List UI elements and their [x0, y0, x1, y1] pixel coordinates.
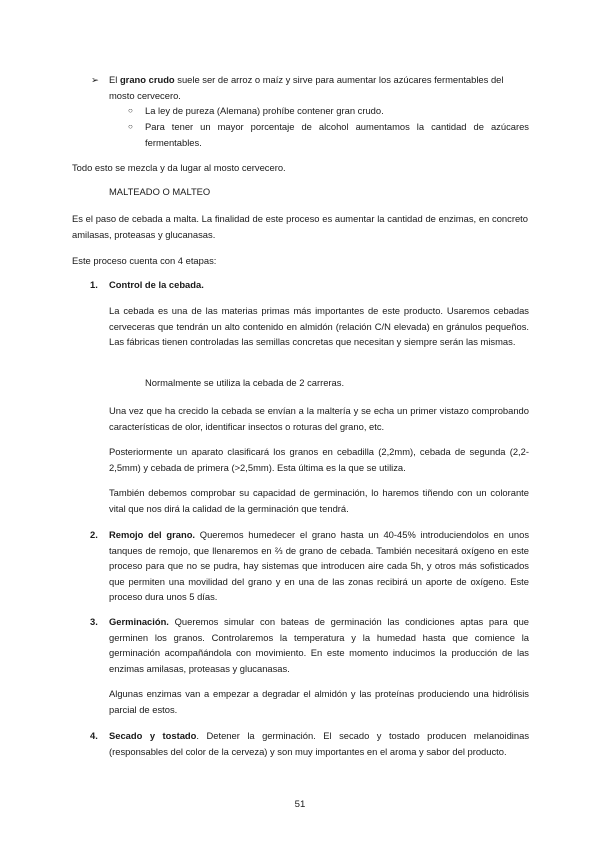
step-1-p5-text: También debemos comprobar su capacidad de germinación, lo haremos tiñendo con un colorante vital que nos dirá la calidad de la germinación que tendrá. [109, 487, 529, 514]
step-3-paragraph-2 [109, 686, 529, 717]
step-2-paragraph [109, 527, 529, 605]
circle-bullet-icon: ○ [128, 106, 133, 115]
step-1-p1-text: La cebada es una de las materias primas más importantes de este producto. Usaremos cebadas cerveceras que tendrán un alto contenido en almidón (relación C/N elevada) en gránulos pequeños. Las fábricas tienen controladas las semillas concretas que necesitan y siempre serán las mismas. [109, 305, 529, 347]
step-3-p2-text: Algunas enzimas van a empezar a degradar el almidón y las proteínas produciendo una hidrólisis parcial de estos. [109, 688, 529, 715]
step-3-number: 3. [90, 616, 98, 627]
step-4-number: 4. [90, 730, 98, 741]
intro-text: Es el paso de cebada a malta. La finalidad de este proceso es aumentar la cantidad de enzimas, en concreto amilasas, proteasas y glucanasas. [72, 213, 528, 240]
step-1-p4-text: Posteriormente un aparato clasificará los granos en cebadilla (2,2mm), cebada de segunda (2,2- 2,5mm) y cebada de primera (>2,5mm). Esta última es la que se utiliza. [109, 446, 529, 473]
bullet-term: grano crudo [119, 74, 175, 85]
mix-paragraph [72, 160, 528, 176]
step-3-paragraph-1 [109, 614, 529, 676]
sub-bullet-1 [145, 103, 529, 119]
step-4-body-text: . Detener la germinación. El secado y tostado producen melanoidinas (responsables del color de la cerveza) y son muy importantes en el aroma y sabor del producto. [109, 730, 530, 757]
step-1-number: 1. [90, 279, 98, 290]
stages-paragraph [72, 253, 528, 269]
step-1-paragraph-3 [109, 403, 529, 434]
bullet-text-after: suele ser de arroz o maíz y sirve para aumentar los azúcares fermentables del mosto cervecero. [109, 74, 504, 101]
step-3-body-text: Queremos simular con bateas de germinación las condiciones aptas para que germinen los granos. Controlaremos la temperatura y la humedad hasta que comience la germinación acompañándola con movimiento. En este momento inducimos la producción de las enzimas amilasas, proteasas y glucanasas. [109, 616, 529, 674]
step-1-title-text: Control de la cebada. [109, 279, 204, 290]
step-1-paragraph-1 [109, 303, 529, 350]
step-2-body-text: Queremos humedecer el grano hasta un 40-45% introduciendolos en unos tanques de remojo, que llenaremos en ⅔ de grano de cebada. También necesitará oxígeno en este proceso para que no se pudra, hay sistemas que introducen aire cada 5h, y otros más sofisticados que permiten una movilidad del grano y en una de las zonas recibirá un aporte de oxígeno. Este proceso dura unos 5 días. [109, 529, 530, 602]
sub-bullet-2 [145, 119, 529, 150]
step-1-p3-text: Una vez que ha crecido la cebada se envían a la maltería y se echa un primer vistazo comprobando características de olor, identificar insectos o roturas del grano, etc. [109, 405, 529, 432]
page-number: 51 [294, 799, 306, 810]
intro-paragraph [72, 211, 528, 242]
step-1-title [109, 277, 529, 293]
section-heading-text: MALTEADO O MALTEO [109, 186, 211, 197]
step-4-title-text: Secado y tostado [109, 730, 197, 741]
step-3-title-text: Germinación. [109, 616, 169, 627]
circle-bullet-icon: ○ [128, 122, 133, 131]
step-1-paragraph-4 [109, 444, 529, 475]
stages-text: Este proceso cuenta con 4 etapas: [72, 255, 217, 266]
step-4-paragraph [109, 728, 529, 759]
bullet-text-before: El [109, 74, 120, 85]
sub-bullet-2-text: Para tener un mayor porcentaje de alcohol aumentamos la cantidad de azúcares fermentables. [145, 121, 529, 148]
sub-bullet-1-text: La ley de pureza (Alemana) prohíbe contener gran crudo. [145, 105, 384, 116]
step-1-p2-text: Normalmente se utiliza la cebada de 2 carreras. [145, 377, 345, 388]
step-1-paragraph-2 [145, 375, 525, 391]
step-1-paragraph-5 [109, 485, 529, 516]
grano-crudo-bullet [109, 72, 529, 103]
step-2-title-text: Remojo del grano. [109, 529, 196, 540]
mix-text: Todo esto se mezcla y da lugar al mosto cervecero. [72, 162, 286, 173]
step-2-number: 2. [90, 529, 98, 540]
arrow-bullet-icon: ➢ [91, 74, 99, 85]
section-heading [109, 184, 509, 200]
